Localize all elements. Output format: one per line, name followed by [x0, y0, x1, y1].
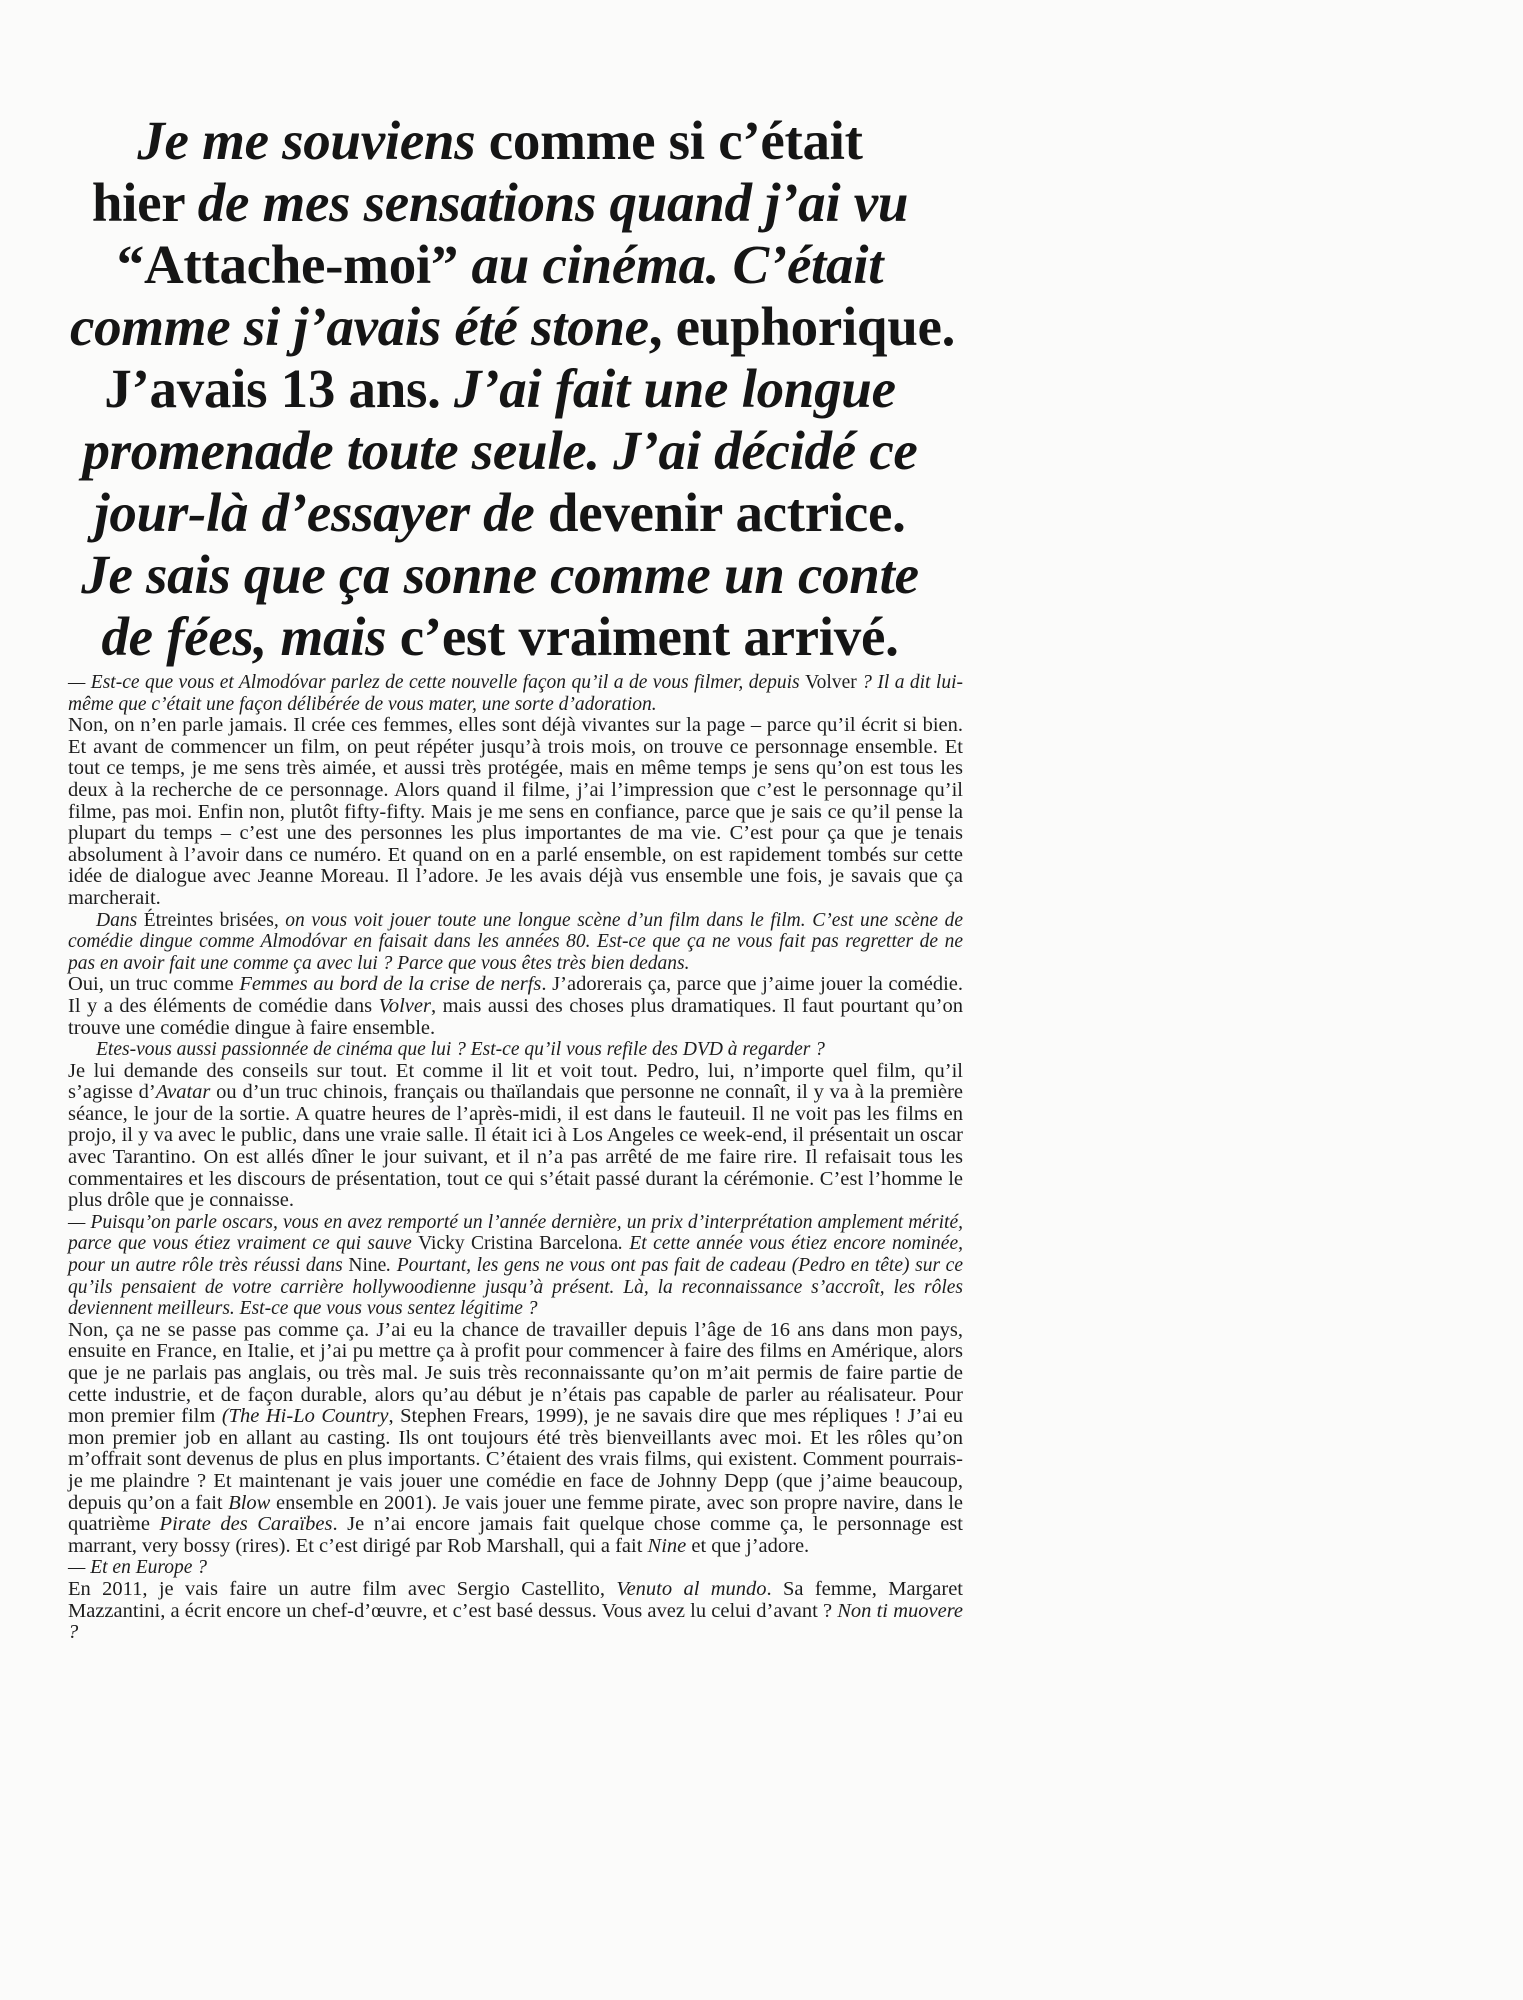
roman-segment: . Sa femme, Margaret Mazzantini, a écrit encore un chef-d’œuvre, et c’est basé dessus. Vous avez lu celui d’avant ?	[68, 1577, 963, 1622]
interview-answer	[68, 1320, 963, 1558]
italic-segment: — Est-ce que vous et Almodóvar parlez de cette nouvelle façon qu’il a de vous filmer, depuis	[68, 672, 806, 693]
roman-segment: Non, on n’en parle jamais. Il crée ces femmes, elles sont déjà vivantes sur la page – parce qu’il écrit si bien. Et avant de commencer un film, on peut répéter jusqu’à trois mois, on trouve ce personnage ensemble. Et tout ce temps, je me sens très aimée, et aussi très protégée, mais en même temps je sens qu’on est tous les deux à la recherche de ce personnage. Alors quand il filme, j’ai l’impression que c’est le personnage qu’il filme, pas moi. Enfin non, plutôt fifty-fifty. Mais je me sens en confiance, parce que je sais ce qu’il pense la plupart du temps – c’est une des personnes les plus importantes de ma vie. C’est pour ça que je tenais absolument à l’avoir dans ce numéro. Et quand on en a parlé ensemble, on est rapidement tombés sur cette idée de dialogue avec Jeanne Moreau. Il l’adore. Je les avais déjà vus ensemble une fois, je savais que ça marcherait.	[68, 714, 963, 909]
italic-segment: Dans	[96, 909, 144, 931]
pull-quote-roman-segment: devenir actrice.	[547, 482, 906, 543]
pull-quote-line	[70, 482, 930, 544]
pull-quote	[70, 110, 956, 668]
pull-quote-roman-segment: comme si c’était	[475, 110, 863, 171]
pull-quote-italic-segment: Je sais que ça sonne comme un conte	[81, 544, 919, 605]
interview-question	[68, 1039, 963, 1061]
pull-quote-line	[70, 110, 930, 172]
pull-quote-roman-segment: , euphorique.	[648, 296, 956, 357]
italic-segment: — Et en Europe ?	[68, 1557, 208, 1579]
interview-answer	[68, 974, 963, 1039]
pull-quote-italic-segment: de mes sensations quand j’ai vu	[197, 172, 909, 233]
italic-segment: Femmes au bord de la crise de nerfs	[239, 973, 542, 996]
italic-segment: (The Hi-Lo Country	[221, 1405, 389, 1428]
roman-segment: Étreintes brisées	[143, 909, 274, 931]
roman-segment: . J’adorerais ça, parce que j’aime jouer la comédie. Il y a des éléments de comédie dans	[68, 973, 963, 1017]
interview-question	[68, 1557, 963, 1579]
italic-segment: . Pourtant, les gens ne vous ont pas fait de cadeau (Pedro en tête) sur ce qu’ils pensaient de votre carrière hollywoodienne jusqu’à présent. Là, la reconnaissance s’accroît, les rôles deviennent meilleurs. Est-ce que vous vous sentez légitime ?	[68, 1255, 963, 1320]
italic-segment: ? Il a dit lui-même que c’était une façon délibérée de vous mater, une sorte d’adoration.	[68, 672, 963, 715]
pull-quote-line	[70, 420, 930, 482]
italic-segment: , on vous voit jouer toute une longue scène d’un film dans le film. C’est une scène de comédie dingue comme Almodóvar en faisait dans les années 80. Est-ce que ça ne vous fait pas regretter de ne pas en avoir fait une comme ça avec lui ? Parce que vous êtes très bien dedans.	[68, 909, 963, 974]
pull-quote-italic-segment: comme si j’avais été stone	[70, 296, 649, 357]
interview-answer	[68, 1061, 963, 1212]
pull-quote-line	[70, 296, 956, 358]
italic-segment: Pirate des Caraïbes	[159, 1513, 333, 1536]
pull-quote-italic-segment: au cinéma. C’était	[471, 234, 884, 295]
pull-quote-italic-segment: J’ai fait une longue	[454, 358, 896, 419]
roman-segment: Nine	[348, 1255, 387, 1277]
roman-segment: Non, ça ne se passe pas comme ça. J’ai eu la chance de travailler depuis l’âge de 16 ans dans mon pays, ensuite en France, en Italie, et j’ai pu mettre ça à profit pour commencer à faire des films en Amérique, alors que je ne parlais pas anglais, ou très mal. Je suis très reconnaissante qu’on m’ait permis de faire partie de cette industrie, et de façon durable, alors qu’au début je n’étais pas capable de parler au réalisateur. Pour mon premier film	[68, 1318, 963, 1428]
roman-segment: , mais aussi des choses plus dramatiques. Il faut pourtant qu’on trouve une comédie dingue à faire ensemble.	[68, 994, 963, 1039]
interview-text	[68, 672, 963, 1644]
pull-quote-line	[70, 606, 930, 668]
interview-question	[68, 672, 963, 715]
pull-quote-line	[70, 172, 930, 234]
pull-quote-roman-segment: J’avais 13 ans.	[104, 358, 454, 419]
pull-quote-line	[70, 358, 930, 420]
roman-segment: ensemble en 2001). Je vais jouer une femme pirate, avec son propre navire, dans le quatrième	[68, 1491, 964, 1536]
pull-quote-italic-segment: de fées, mais	[101, 606, 400, 667]
roman-segment: Oui, un truc comme	[68, 973, 240, 996]
roman-segment: En 2011, je vais faire un autre film avec Sergio Castellito,	[68, 1577, 617, 1600]
interview-answer	[68, 715, 963, 909]
interview-question	[68, 910, 963, 975]
roman-segment: , Stephen Frears, 1999), je ne savais dire que mes répliques ! J’ai eu mon premier job en allant au casting. Ils ont toujours été très bienveillants avec moi. Et les rôles qu’on m’offrait sont devenus de plus en plus importants. C’étaient des vrais films, qui existent. Comment pourrais-je me plaindre ? Et maintenant je vais jouer une comédie en face de Johnny Depp (que j’aime beaucoup, depuis qu’on a fait	[68, 1405, 963, 1514]
italic-segment: . Et cette année vous étiez encore nominée, pour un autre rôle très réussi dans	[68, 1233, 963, 1277]
italic-segment: Nine	[647, 1534, 687, 1557]
italic-segment: Volver	[378, 994, 431, 1017]
pull-quote-roman-segment: “Attache-moi”	[116, 234, 472, 295]
pull-quote-line	[70, 544, 930, 606]
italic-segment: — Puisqu’on parle oscars, vous en avez remporté un l’année dernière, un prix d’interprétation amplement mérité, parce que vous étiez vraiment ce qui sauve	[68, 1211, 963, 1255]
pull-quote-italic-segment: jour-là d’essayer de	[94, 482, 548, 543]
italic-segment: Blow	[228, 1491, 271, 1514]
roman-segment: Volver	[805, 672, 857, 693]
italic-segment: Non ti muovere ?	[68, 1599, 964, 1644]
roman-segment: Vicky Cristina Barcelona	[418, 1233, 619, 1255]
pull-quote-italic-segment: promenade toute seule. J’ai décidé ce	[82, 420, 918, 481]
roman-segment: et que j’adore.	[686, 1534, 810, 1557]
interview-question	[68, 1212, 963, 1320]
roman-segment: . Je n’ai encore jamais fait quelque chose comme ça, le personnage est marrant, very bossy (rires). Et c’est dirigé par Rob Marshall, qui a fait	[68, 1513, 963, 1557]
italic-segment: Avatar	[155, 1081, 211, 1104]
pull-quote-roman-segment: hier	[91, 172, 198, 233]
interview-answer	[68, 1579, 963, 1644]
pull-quote-line	[70, 234, 930, 296]
pull-quote-roman-segment: c’est vraiment arrivé.	[399, 606, 899, 667]
italic-segment: Venuto al mundo	[616, 1577, 767, 1600]
roman-segment: ou d’un truc chinois, français ou thaïlandais que personne ne connaît, il y va à la première séance, le jour de la sortie. A quatre heures de l’après-midi, il est dans le fauteuil. Il ne voit pas les films en projo, il y va avec le public, dans une vraie salle. Il était ici à Los Angeles ce week-end, il présentait un oscar avec Tarantino. On est allés dîner le jour suivant, et il n’a pas arrêté de me faire rire. Il refaisait tous les commentaires et les discours de présentation, tout ce qui s’était passé durant la cérémonie. C’est l’homme le plus drôle que je connaisse.	[68, 1081, 964, 1212]
roman-segment: Je lui demande des conseils sur tout. Et comme il lit et voit tout. Pedro, lui, n’importe quel film, qu’il s’agisse d’	[68, 1059, 963, 1104]
italic-segment: Etes-vous aussi passionnée de cinéma que lui ? Est-ce qu’il vous refile des DVD à regarder ?	[96, 1039, 825, 1061]
pull-quote-italic-segment: Je me souviens	[137, 110, 476, 171]
